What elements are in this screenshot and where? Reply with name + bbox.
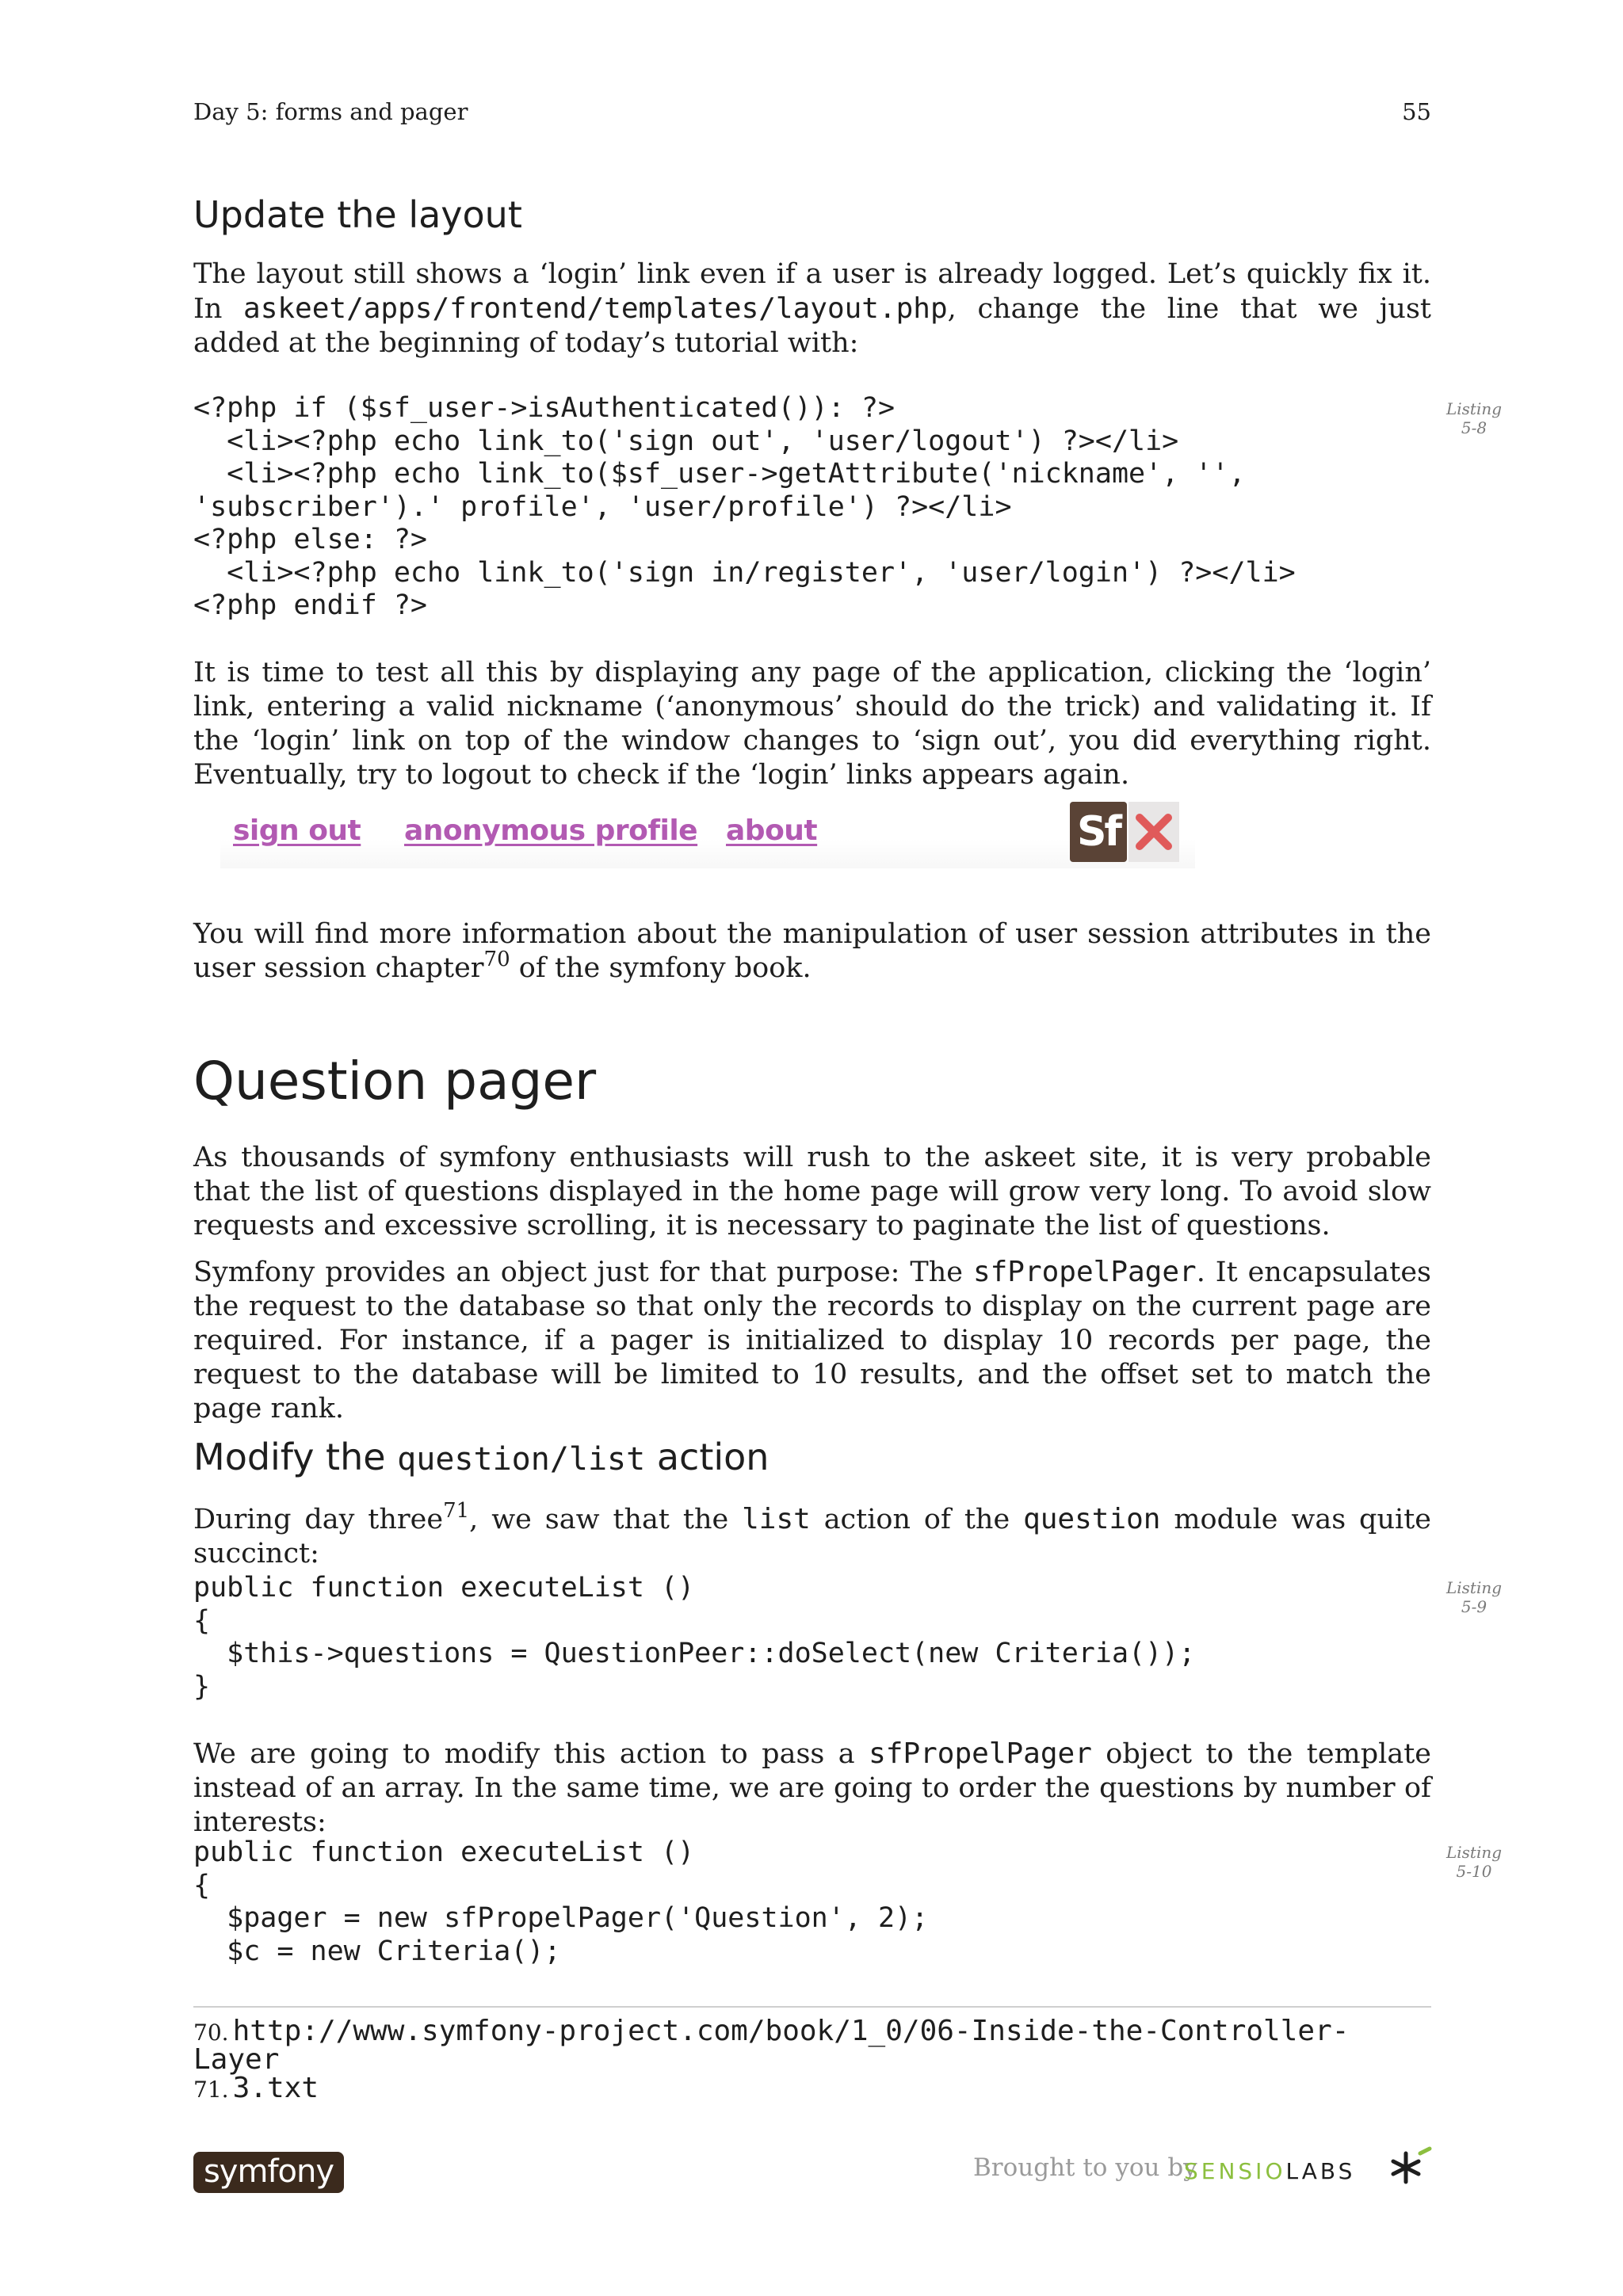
code-block-execute-list-new: public function executeList () { $pager = new sfPropelPager('Question', 2); $c = new Criteria(); bbox=[193, 1836, 929, 1967]
nav-link-anonymous-profile[interactable]: anonymous profile bbox=[404, 814, 698, 847]
nav-link-sign-out[interactable]: sign out bbox=[233, 814, 361, 847]
listing-label-5-9 bbox=[1436, 1578, 1512, 1616]
sensiolabs-wordmark bbox=[1184, 2158, 1355, 2184]
section-heading-update-layout: Update the layout bbox=[193, 193, 522, 236]
text: action bbox=[645, 1436, 769, 1478]
brand-part-labs: LABS bbox=[1285, 2158, 1356, 2184]
listing-number: 5-8 bbox=[1461, 418, 1487, 437]
listing-word: Listing bbox=[1445, 1578, 1503, 1597]
running-header bbox=[193, 98, 1431, 130]
text: module was quite succinct: bbox=[193, 1504, 1431, 1569]
page-number: 55 bbox=[1402, 98, 1431, 125]
code-block-layout: <?php if ($sf_user->isAuthenticated()): ?> <li><?php echo link_to('sign out', 'user/logout') ?></li> <li><?php echo link_to($sf_user->getAttribute('nickname', '', 'subscriber').' profile', 'user/profile') ?></li> <?php else: ?> <li><?php echo link_to('sign in/register', 'user/login') ?></li> <?php endif ?> bbox=[193, 392, 1296, 621]
footnote-70 bbox=[193, 2017, 1431, 2074]
footnote-ref-71[interactable]: 71 bbox=[443, 1499, 470, 1523]
paragraph-pager-intro: As thousands of symfony enthusiasts will rush to the askeet site, it is very probable that the list of questions displayed in the home page will grow very long. To avoid slow requests and excessive scrolling, it is necessary to paginate the list of questions. bbox=[193, 1142, 1431, 1241]
footnote-link[interactable]: http://www.symfony-project.com/book/1_0/06-Inside-the-Controller- Layer bbox=[193, 2015, 1350, 2076]
inline-code-question: question bbox=[1023, 1503, 1161, 1535]
footnote-71 bbox=[193, 2074, 1431, 2103]
paragraph-day-three bbox=[193, 1499, 1431, 1571]
text: action of the bbox=[810, 1504, 1024, 1535]
footnote-number: 70. bbox=[193, 2019, 229, 2046]
paragraph-modify-action bbox=[193, 1737, 1431, 1840]
inline-code-list: list bbox=[742, 1503, 811, 1535]
listing-word: Listing bbox=[1445, 399, 1503, 418]
listing-label-5-10 bbox=[1436, 1843, 1512, 1881]
listing-label-5-8 bbox=[1436, 399, 1512, 437]
text: Modify the bbox=[193, 1436, 398, 1478]
inline-code-question-list: question/list bbox=[397, 1441, 646, 1478]
text: , we saw that the bbox=[469, 1504, 743, 1535]
text: We are going to modify this action to pass a bbox=[193, 1738, 869, 1770]
paragraph-layout-intro bbox=[193, 257, 1431, 360]
paragraph-test-login: It is time to test all this by displaying any page of the application, clicking the ‘login’ link, entering a valid nickname (‘anonymous’ should do the trick) and validating it. If the ‘login’ link on top of the window changes to ‘sign out’, you did everything right. Eventually, try to logout to check if the ‘login’ links appears again. bbox=[193, 657, 1431, 791]
close-x-icon[interactable] bbox=[1128, 802, 1179, 862]
inline-code-sfpropelpager: sfPropelPager bbox=[972, 1256, 1197, 1288]
listing-word: Listing bbox=[1445, 1843, 1503, 1862]
chapter-title: Day 5: forms and pager bbox=[193, 98, 468, 125]
text: Symfony provides an object just for that purpose: The bbox=[193, 1257, 973, 1288]
text: , change the line that we just added at the beginning of today’s tutorial with: bbox=[193, 293, 1431, 359]
sf-logo-icon: Sf bbox=[1070, 802, 1127, 862]
inline-code-layout-path: askeet/apps/frontend/templates/layout.php bbox=[243, 292, 948, 325]
code-block-execute-list-old: public function executeList () { $this->questions = QuestionPeer::doSelect(new Criteria()); } bbox=[193, 1572, 1196, 1703]
paragraph-session-info bbox=[193, 917, 1431, 986]
screenshot-navigation bbox=[220, 795, 1195, 868]
text: During day three bbox=[193, 1504, 444, 1535]
footnote-link[interactable]: 3.txt bbox=[232, 2072, 319, 2104]
footnote-ref-70[interactable]: 70 bbox=[483, 948, 510, 971]
listing-number: 5-9 bbox=[1461, 1597, 1487, 1616]
section-heading-question-pager: Question pager bbox=[193, 1051, 597, 1112]
footnote-number: 71. bbox=[193, 2077, 229, 2103]
text: of the symfony book. bbox=[510, 952, 812, 984]
brought-to-you-text: Brought to you by bbox=[973, 2153, 1197, 2182]
nav-link-about[interactable]: about bbox=[726, 814, 818, 847]
text: object to the template instead of an array. In the same time, we are going to order the questions by number of interests: bbox=[193, 1738, 1431, 1838]
paragraph-sfpropelpager bbox=[193, 1255, 1431, 1426]
symfony-logo: symfony bbox=[193, 2152, 344, 2193]
brand-part-sensio: SENSIO bbox=[1184, 2158, 1286, 2184]
footnote-divider bbox=[193, 2006, 1431, 2008]
close-x-glyph bbox=[1128, 802, 1179, 862]
text: You will find more information about the manipulation of user session attributes in the user session chapter bbox=[193, 918, 1431, 984]
text: . It encapsulates the request to the database so that only the records to display on the current page are required. For instance, if a pager is initialized to display 10 records per page, the request to the database will be limited to 10 results, and the offset set to match the page rank. bbox=[193, 1257, 1432, 1425]
listing-number: 5-10 bbox=[1456, 1862, 1492, 1881]
text: The layout still shows a ‘login’ link even if a user is already logged. Let’s quickly fix it. In bbox=[193, 258, 1431, 325]
inline-code-sfpropelpager: sfPropelPager bbox=[869, 1737, 1092, 1770]
section-heading-modify-action bbox=[193, 1436, 769, 1478]
sensiolabs-star-icon bbox=[1388, 2145, 1433, 2190]
